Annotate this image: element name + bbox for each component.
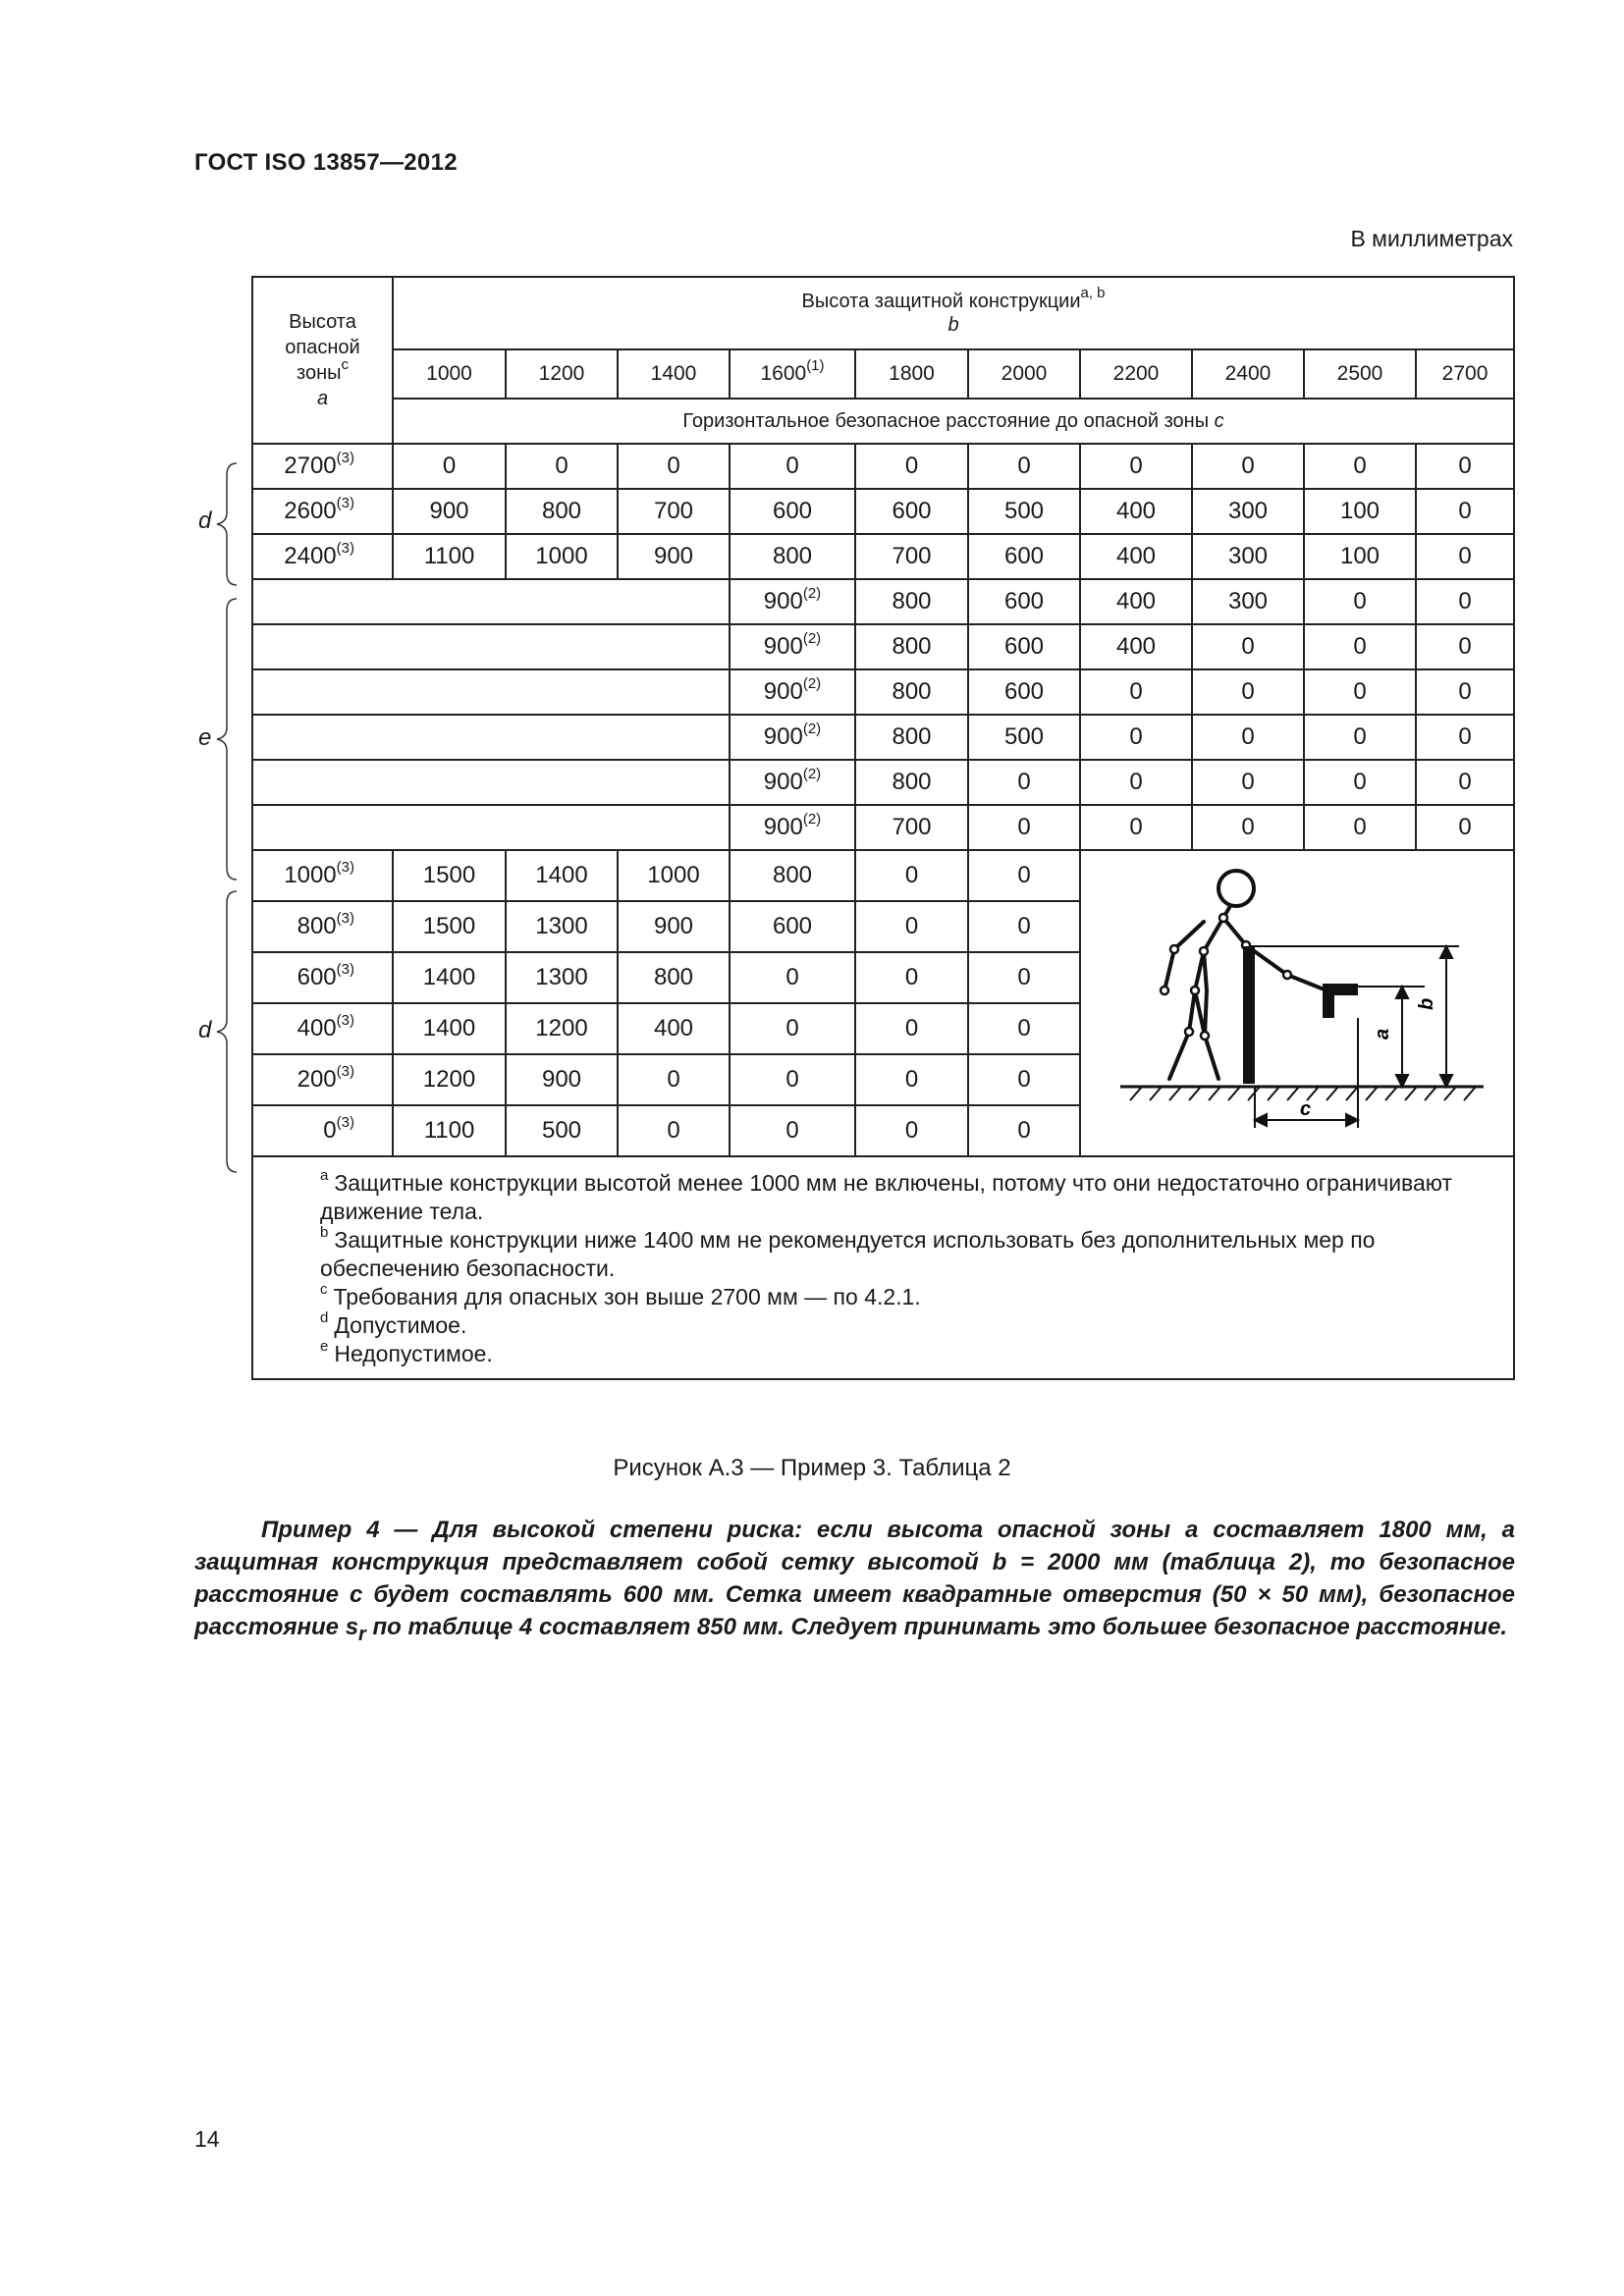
- table-row: 400$^{(3)}$ 1400 1200 400 0 0 0: [252, 1003, 1514, 1054]
- units-label: В миллиметрах: [1350, 226, 1513, 251]
- page-number: 14: [194, 2126, 220, 2152]
- row-header-cell: Высота опасной зоны$^c$ a: [252, 277, 393, 444]
- brace-e: [211, 597, 241, 881]
- table-row: 800$^{(3)}$ 1500 1300 900 600 0 0: [252, 901, 1514, 952]
- column-header: 2000: [968, 349, 1080, 399]
- sub-header: Горизонтальное безопасное расстояние до опасной зоны c: [393, 399, 1514, 444]
- figure-caption: Рисунок А.3 — Пример 3. Таблица 2: [613, 1455, 1011, 1481]
- table-row: 900$^{(2)}$ 800 600 400 300 0 0: [252, 579, 1514, 624]
- column-header: 2400: [1192, 349, 1304, 399]
- table-row: 0$^{(3)}$ 1100 500 0 0 0 0: [252, 1105, 1514, 1156]
- column-header: 2200: [1080, 349, 1192, 399]
- table-row: 600$^{(3)}$ 1400 1300 800 0 0 0: [252, 952, 1514, 1003]
- label-a: a: [1372, 1028, 1394, 1040]
- safety-figure: [1080, 850, 1514, 1156]
- column-header: 1800: [855, 349, 968, 399]
- example-4-paragraph: Пример 4 — Для высокой степени риска: если высота опасной зоны a составляет 1800 мм, а защитная конструкция представляет собой сетку высотой b = 2000 мм (таблица 2), то безопасное расстояние c будет составлять 600 мм. Сетка имеет квадратные отверстия (50 × 50 мм), безопасное расстояние $s_r$ по таблице 4 составляет 850 мм. Следует принимать это большее безопасное расстояние.: [194, 1517, 1515, 1645]
- table-footnotes: [252, 1156, 1514, 1379]
- table-row: 900$^{(2)}$ 800 0 0 0 0 0: [252, 760, 1514, 805]
- document-title: ГОСТ ISO 13857—2012: [194, 149, 458, 176]
- column-header: 1400: [618, 349, 730, 399]
- brace-label-e: e: [198, 724, 212, 751]
- footnote-a: $^a$ Защитные конструкции высотой менее 1000 мм не включены, потому что они недостаточно ограничивают движение тела.: [320, 1167, 1453, 1224]
- person-barrier-illustration: [1081, 853, 1513, 1148]
- footnote-d: $^d$ Допустимое.: [320, 1309, 467, 1338]
- brace-label-d-bottom: d: [198, 1017, 212, 1043]
- table-row: 900$^{(2)}$ 800 600 400 0 0 0: [252, 624, 1514, 669]
- brace-d-top: [211, 461, 241, 587]
- table-row: 900$^{(2)}$ 800 600 0 0 0 0: [252, 669, 1514, 715]
- column-header: 1200: [506, 349, 618, 399]
- table-row: 200$^{(3)}$ 1200 900 0 0 0 0: [252, 1054, 1514, 1105]
- column-header: 2700: [1416, 349, 1514, 399]
- label-b: b: [1416, 997, 1438, 1010]
- table-row: 2700$^{(3)}$ 0 0 0 0 0 0 0 0 0 0: [252, 444, 1514, 489]
- column-header: 1600$^{(1)}$: [730, 349, 855, 399]
- column-group-header: Высота защитной конструкции$^{a, b}$ b: [393, 277, 1514, 349]
- label-c: c: [1300, 1097, 1312, 1120]
- brace-d-bottom: [211, 889, 241, 1174]
- table-row: 900$^{(2)}$ 800 500 0 0 0 0: [252, 715, 1514, 760]
- table-row: 900$^{(2)}$ 700 0 0 0 0 0: [252, 805, 1514, 850]
- footnote-e: $^e$ Недопустимое.: [320, 1338, 493, 1366]
- footnote-b: $^b$ Защитные конструкции ниже 1400 мм не рекомендуется использовать без дополнительных мер по обеспечению безопасности.: [320, 1224, 1376, 1281]
- safety-distance-table: [251, 276, 1515, 1380]
- column-header: 2500: [1304, 349, 1416, 399]
- column-header: 1000: [393, 349, 506, 399]
- table-row: 1000$^{(3)}$ 1500 1400 1000 800 0 0 a b c: [252, 850, 1514, 901]
- table-row: 2600$^{(3)}$ 900 800 700 600 600 500 400 300 100 0: [252, 489, 1514, 534]
- footnote-c: $^c$ Требования для опасных зон выше 2700 мм — по 4.2.1.: [320, 1281, 921, 1309]
- table-row: 2400$^{(3)}$ 1100 1000 900 800 700 600 400 300 100 0: [252, 534, 1514, 579]
- brace-label-d-top: d: [198, 507, 212, 534]
